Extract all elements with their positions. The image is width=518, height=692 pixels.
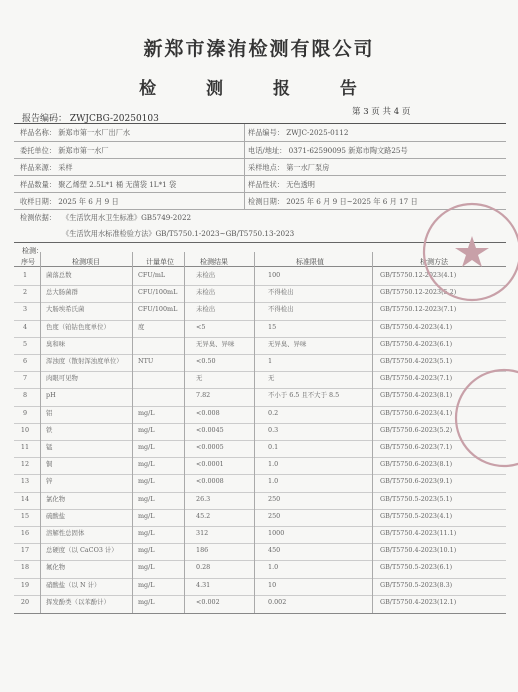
- col-header-item: 检测项目: [72, 258, 100, 266]
- cell-result: 未检出: [196, 288, 216, 297]
- test-date: 检测日期： 2025 年 6 月 9 日~2025 年 6 月 17 日: [248, 197, 418, 206]
- cell-item: 色度（铂钴色度单位）: [46, 322, 110, 331]
- basis-label: 检测依据：: [20, 213, 56, 222]
- cell-item: 浑浊度（散射浑浊度单位）: [46, 357, 123, 365]
- cell-result: <0.008: [196, 408, 220, 417]
- cell-no: 4: [22, 322, 28, 331]
- cell-no: 8: [22, 391, 28, 400]
- cell-no: 6: [22, 357, 28, 365]
- cell-limit: 不得检出: [268, 305, 294, 314]
- cell-result: <0.0045: [196, 425, 224, 434]
- cell-unit: mg/L: [138, 443, 155, 451]
- cell-unit: mg/L: [138, 580, 155, 589]
- cell-method: GB/T5750.12-2023(7.1): [380, 305, 457, 314]
- cell-result: 无异臭、异味: [196, 339, 235, 348]
- cell-limit: 0.3: [268, 425, 279, 434]
- cell-no: 15: [20, 511, 30, 520]
- cell-method: GB/T5750.4-2023(7.1): [380, 374, 453, 383]
- cell-item: 溶解性总固体: [46, 529, 85, 537]
- cell-method: GB/T5750.4-2023(12.1): [380, 597, 457, 606]
- cell-result: 7.82: [196, 391, 211, 400]
- row-rule: [14, 457, 506, 458]
- col-divider: [184, 252, 185, 613]
- cell-limit: 1.0: [268, 460, 279, 469]
- row-rule: [14, 526, 506, 527]
- cell-item: 铝: [46, 408, 53, 417]
- cell-limit: 1.0: [268, 563, 279, 572]
- cell-method: GB/T5750.5-2023(4.1): [380, 511, 453, 520]
- cell-no: 2: [22, 288, 28, 297]
- cell-method: GB/T5750.4-2023(4.1): [380, 322, 453, 331]
- cell-no: 12: [20, 460, 30, 469]
- cell-unit: mg/L: [138, 597, 155, 606]
- cell-result: 186: [196, 546, 209, 555]
- cell-unit: mg/L: [138, 511, 155, 520]
- receive-date: 收样日期： 2025 年 6 月 9 日: [20, 197, 119, 206]
- cell-item: 锌: [46, 477, 53, 486]
- cell-item: 铁: [46, 425, 53, 434]
- col-divider: [254, 252, 255, 613]
- cell-result: <5: [196, 322, 206, 331]
- cell-item: 菌落总数: [46, 271, 72, 279]
- cell-unit: CFU/100mL: [138, 305, 178, 314]
- basis-standard-2: 《生活饮用水标准检验方法》GB/T5750.1-2023~GB/T5750.13-2023: [62, 229, 295, 238]
- cell-limit: 1000: [268, 529, 285, 537]
- row-rule: [14, 371, 506, 372]
- table-bottom-rule: [14, 613, 506, 614]
- info-rule: [14, 141, 506, 142]
- cell-no: 3: [22, 305, 28, 314]
- row-rule: [14, 474, 506, 475]
- cell-no: 20: [20, 597, 30, 606]
- cell-item: 挥发酚类（以苯酚计）: [46, 597, 110, 606]
- cell-no: 17: [20, 546, 30, 555]
- cell-limit: 0.2: [268, 408, 279, 417]
- cell-item: 硝酸盐（以 N 计）: [46, 580, 101, 589]
- row-rule: [14, 302, 506, 303]
- phone-address: 电话/地址： 0371-62590095 新郑市陶文路25号: [248, 146, 408, 155]
- col-divider: [372, 252, 373, 613]
- cell-unit: mg/L: [138, 460, 155, 469]
- cell-result: <0.50: [196, 357, 216, 365]
- cell-method: GB/T5750.6-2023(9.1): [380, 477, 453, 486]
- col-header-result: 检测结果: [200, 258, 228, 266]
- cell-unit: mg/L: [138, 529, 155, 537]
- cell-result: <0.0001: [196, 460, 224, 469]
- cell-limit: 450: [268, 546, 281, 555]
- cell-unit: mg/L: [138, 494, 155, 503]
- cell-item: 总大肠菌群: [46, 288, 78, 297]
- cell-unit: mg/L: [138, 425, 155, 434]
- cell-unit: mg/L: [138, 563, 155, 572]
- cell-limit: 15: [268, 322, 277, 331]
- cell-method: GB/T5750.5-2023(8.3): [380, 580, 453, 589]
- col-header-method: 检测方法: [420, 258, 448, 266]
- cell-method: GB/T5750.4-2023(11.1): [380, 529, 457, 537]
- sample-source: 样品来源： 采样: [20, 163, 73, 172]
- company-name: 新郑市溱洧检测有限公司: [143, 38, 375, 60]
- info-rule: [14, 158, 506, 159]
- info-divider: [244, 124, 245, 209]
- cell-no: 1: [22, 271, 28, 279]
- sample-quantity: 样品数量： 聚乙烯塑 2.5L*1 桶 无菌袋 1L*1 袋: [20, 180, 177, 189]
- header-rule: [14, 123, 506, 124]
- client-unit: 委托单位： 新郑市第一水厂: [20, 146, 109, 155]
- cell-method: GB/T5750.4-2023(8.1): [380, 391, 453, 400]
- cell-no: 14: [20, 494, 30, 503]
- col-header-limit: 标准限值: [296, 258, 324, 266]
- row-rule: [14, 440, 506, 441]
- cell-method: GB/T5750.5-2023(5.1): [380, 494, 453, 503]
- cell-limit: 1: [268, 357, 273, 365]
- row-rule: [14, 423, 506, 424]
- row-rule: [14, 560, 506, 561]
- col-header-no: 序号: [21, 258, 35, 266]
- cell-item: 铜: [46, 460, 53, 469]
- cell-result: <0.0008: [196, 477, 224, 486]
- cell-result: 26.3: [196, 494, 211, 503]
- cell-method: GB/T5750.6-2023(7.1): [380, 443, 453, 451]
- cell-result: <0.0005: [196, 443, 224, 451]
- cell-limit: 10: [268, 580, 277, 589]
- cell-no: 11: [20, 443, 30, 451]
- cell-result: 312: [196, 529, 209, 537]
- cell-method: GB/T5750.4-2023(5.1): [380, 357, 453, 365]
- cell-method: GB/T5750.6-2023(5.2): [380, 425, 453, 434]
- row-rule: [14, 492, 506, 493]
- cell-limit: 250: [268, 494, 281, 503]
- cell-item: 氟化物: [46, 563, 66, 572]
- row-rule: [14, 509, 506, 510]
- col-header-unit: 计量单位: [146, 258, 174, 266]
- cell-limit: 无: [268, 374, 275, 383]
- row-rule: [14, 354, 506, 355]
- cell-no: 18: [20, 563, 30, 572]
- cell-no: 5: [22, 339, 28, 348]
- cell-unit: mg/L: [138, 408, 155, 417]
- cell-result: 4.31: [196, 580, 211, 589]
- cell-unit: mg/L: [138, 477, 155, 486]
- info-rule: [14, 175, 506, 176]
- document-title: 检 测 报 告: [139, 79, 379, 99]
- row-rule: [14, 388, 506, 389]
- section-label: 检测：: [22, 247, 43, 255]
- basis-standard-1: 《生活饮用水卫生标准》GB5749-2022: [62, 213, 192, 222]
- cell-item: 臭和味: [46, 339, 66, 348]
- cell-unit: 度: [138, 322, 145, 331]
- cell-method: GB/T5750.6-2023(4.1): [380, 408, 453, 417]
- row-rule: [14, 595, 506, 596]
- report-number: 报告编码： ZWJCBG-20250103: [22, 114, 159, 124]
- cell-result: 未检出: [196, 271, 216, 279]
- cell-method: GB/T5750.12-2023(5.2): [380, 288, 457, 297]
- row-rule: [14, 406, 506, 407]
- row-rule: [14, 337, 506, 338]
- cell-method: GB/T5750.12-2023(4.1): [380, 271, 457, 279]
- cell-item: 总硬度（以 CaCO3 计）: [46, 546, 118, 555]
- cell-result: 0.28: [196, 563, 211, 572]
- cell-no: 16: [20, 529, 30, 537]
- cell-result: <0.002: [196, 597, 220, 606]
- cell-item: pH: [46, 391, 56, 400]
- cell-limit: 不得检出: [268, 288, 294, 297]
- cell-no: 10: [20, 425, 30, 434]
- cell-limit: 0.1: [268, 443, 279, 451]
- cell-method: GB/T5750.4-2023(10.1): [380, 546, 457, 555]
- row-rule: [14, 320, 506, 321]
- cell-limit: 0.002: [268, 597, 287, 606]
- cell-method: GB/T5750.5-2023(6.1): [380, 563, 453, 572]
- cell-no: 13: [20, 477, 30, 486]
- sample-appearance: 样品性状： 无色透明: [248, 180, 315, 189]
- cell-item: 大肠埃希氏菌: [46, 305, 85, 314]
- sampling-site: 采样地点： 第一水厂泵房: [248, 163, 330, 172]
- cell-item: 硫酸盐: [46, 511, 66, 520]
- cell-method: GB/T5750.4-2023(6.1): [380, 339, 453, 348]
- cell-item: 氯化物: [46, 494, 66, 503]
- cell-no: 7: [22, 374, 28, 383]
- cell-unit: mg/L: [138, 546, 155, 555]
- row-rule: [14, 543, 506, 544]
- cell-item: 锰: [46, 443, 53, 451]
- cell-result: 45.2: [196, 511, 211, 520]
- cell-unit: CFU/mL: [138, 271, 166, 279]
- cell-method: GB/T5750.6-2023(8.1): [380, 460, 453, 469]
- cell-item: 肉眼可见物: [46, 374, 78, 383]
- company-seal-partial: [438, 362, 518, 472]
- cell-limit: 100: [268, 271, 281, 279]
- row-rule: [14, 578, 506, 579]
- col-divider: [132, 252, 133, 613]
- cell-unit: CFU/100mL: [138, 288, 178, 297]
- col-divider: [40, 252, 41, 613]
- cell-no: 9: [22, 408, 28, 417]
- cell-unit: NTU: [138, 357, 154, 365]
- cell-result: 无: [196, 374, 203, 383]
- company-seal: [398, 192, 518, 302]
- cell-limit: 250: [268, 511, 281, 520]
- page-info: 第 3 页 共 4 页: [352, 107, 411, 117]
- cell-result: 未检出: [196, 305, 216, 314]
- cell-limit: 不小于 6.5 且不大于 8.5: [268, 391, 340, 400]
- sample-number: 样品编号： ZWJC-2025-0112: [248, 128, 349, 137]
- cell-limit: 1.0: [268, 477, 279, 486]
- cell-no: 19: [20, 580, 30, 589]
- sample-name: 样品名称： 新郑市第一水厂出厂水: [20, 128, 131, 137]
- cell-limit: 无异臭、异味: [268, 339, 307, 348]
